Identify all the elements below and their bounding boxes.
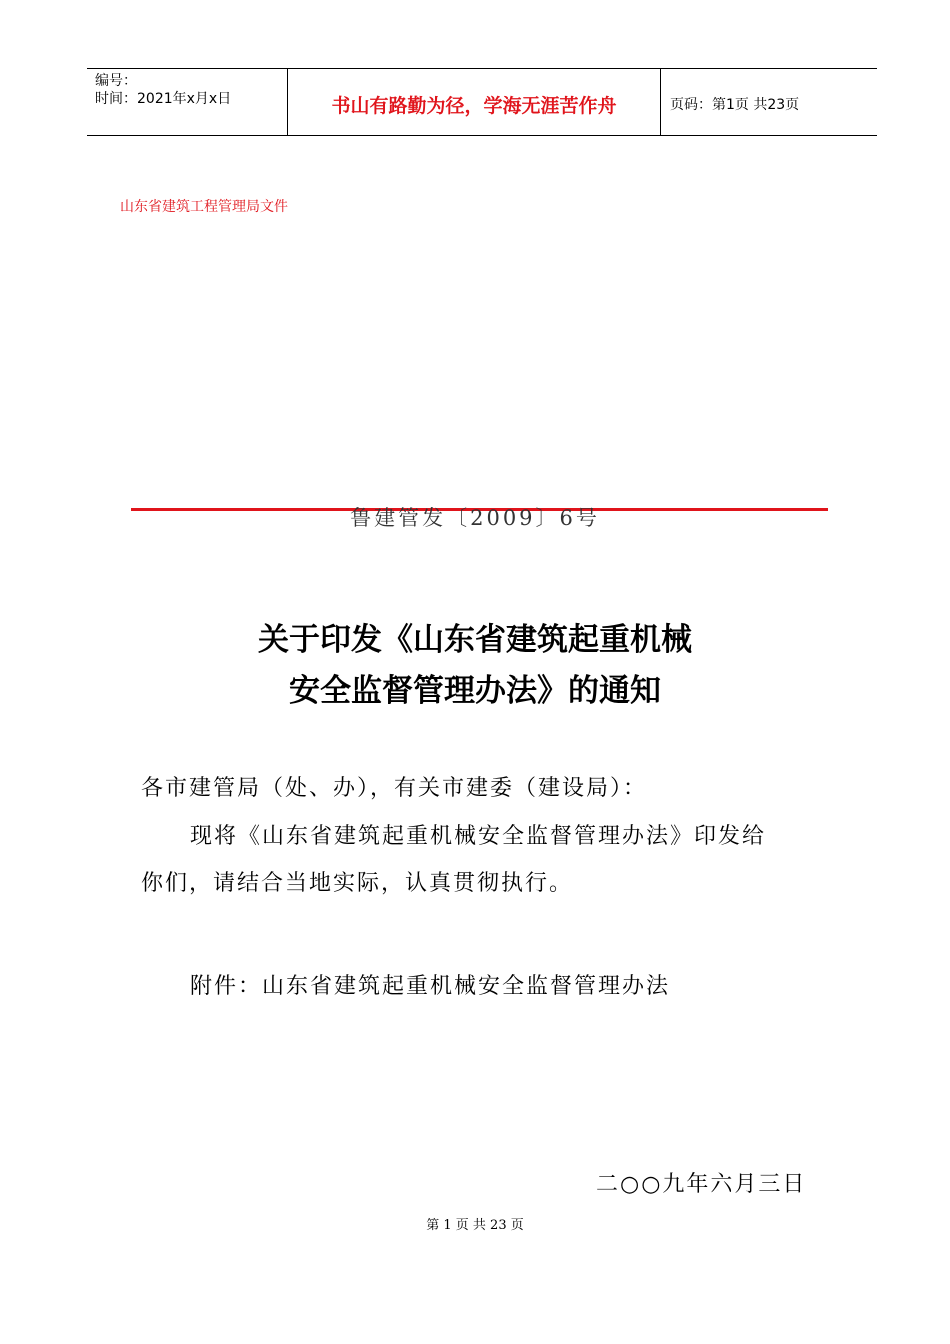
body-paragraph-line-2: 你们，请结合当地实际，认真贯彻执行。: [141, 871, 574, 896]
document-header: [87, 68, 877, 136]
attachment-line: 附件：山东省建筑起重机械安全监督管理办法: [190, 974, 671, 999]
time-label: 时间：2021年x月x日: [95, 91, 232, 107]
header-page-number: 页码：第1页 共23页: [670, 97, 800, 113]
header-motto: 书山有路勤为径，学海无涯苦作舟: [331, 95, 617, 117]
salutation: 各市建管局（处、办），有关市建委（建设局）：: [141, 776, 648, 801]
title-line-1: 关于印发《山东省建筑起重机械: [258, 622, 692, 658]
issue-date: 二○○九年六月三日: [596, 1172, 807, 1197]
header-meta-cell: [87, 69, 287, 135]
page-footer: 第 1 页 共 23 页: [426, 1218, 524, 1233]
header-motto-cell: [287, 69, 661, 135]
body-paragraph-line-1: 现将《山东省建筑起重机械安全监督管理办法》印发给: [190, 824, 767, 849]
serial-number-label: 编号：: [95, 73, 137, 89]
title-line-2: 安全监督管理办法》的通知: [289, 673, 661, 709]
document-number: 鲁建管发〔2009〕6号: [350, 506, 600, 530]
header-page-cell: [661, 69, 877, 135]
issuing-authority: 山东省建筑工程管理局文件: [120, 199, 288, 215]
